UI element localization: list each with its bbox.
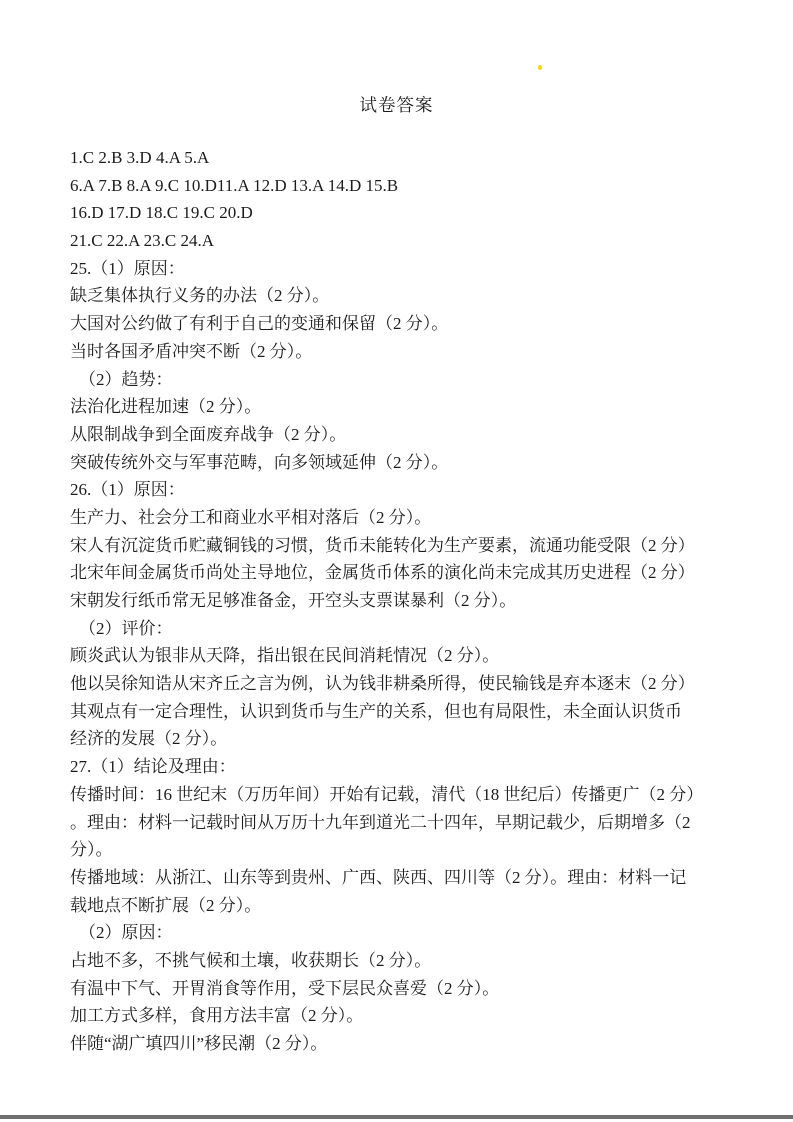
- text-line: 传播时间：16 世纪末（万历年间）开始有记载，清代（18 世纪后）传播更广（2 分）: [70, 784, 704, 804]
- text-line: 突破传统外交与军事范畴，向多领域延伸（2 分）。: [70, 452, 449, 472]
- text-line: 从限制战争到全面废弃战争（2 分）。: [70, 424, 347, 444]
- text-line: 27.（1）结论及理由：: [70, 757, 236, 777]
- answer-text-block: [70, 144, 750, 1058]
- text-line: 宋朝发行纸币常无足够准备金，开空头支票谋暴利（2 分）。: [70, 591, 517, 610]
- text-line: 有温中下气、开胃消食等作用，受下层民众喜爱（2 分）。: [70, 978, 500, 998]
- text-line: 法治化进程加速（2 分）。: [70, 397, 262, 417]
- text-line: 传播地域：从浙江、山东等到贵州、广西、陕西、四川等（2 分）。理由：材料一记: [70, 867, 687, 887]
- text-line: 1.C 2.B 3.D 4.A 5.A: [70, 148, 210, 167]
- text-line: 经济的发展（2 分）。: [70, 729, 228, 749]
- text-line: 分）。: [70, 840, 113, 860]
- text-line: 北宋年间金属货币尚处主导地位，金属货币体系的演化尚未完成其历史进程（2 分）: [70, 563, 695, 583]
- text-line: 6.A 7.B 8.A 9.C 10.D11.A 12.D 13.A 14.D 15.B: [70, 175, 399, 195]
- text-line: 大国对公约做了有利于自己的变通和保留（2 分）。: [70, 314, 449, 334]
- text-line: 占地不多，不挑气候和土壤，收获期长（2 分）。: [70, 950, 432, 970]
- text-line: 缺乏集体执行义务的办法（2 分）。: [70, 286, 330, 306]
- text-line: （2）趋势：: [79, 369, 173, 389]
- text-line: 加工方式多样，食用方法丰富（2 分）。: [70, 1006, 364, 1026]
- text-line: 21.C 22.A 23.C 24.A: [70, 231, 215, 251]
- text-line: 25.（1）原因：: [70, 258, 185, 278]
- text-line: （2）原因：: [79, 923, 173, 943]
- text-line: 其观点有一定合理性，认识到货币与生产的关系，但也有局限性，未全面认识货币: [70, 701, 682, 721]
- text-line: 宋人有沉淀货币贮藏铜钱的习惯，货币未能转化为生产要素，流通功能受限（2 分）: [70, 535, 695, 555]
- text-line: 当时各国矛盾冲突不断（2 分）。: [70, 341, 313, 361]
- text-line: 伴随“湖广填四川”移民潮（2 分）。: [70, 1034, 328, 1053]
- text-line: 载地点不断扩展（2 分）。: [70, 895, 262, 915]
- scan-artifact-dot: [538, 65, 542, 70]
- text-line: 顾炎武认为银非从天降，指出银在民间消耗情况（2 分）。: [70, 646, 500, 666]
- text-line: 他以吴徐知诰从宋齐丘之言为例，认为钱非耕桑所得，使民输钱是弃本逐末（2 分）: [70, 674, 695, 694]
- text-line: 26.（1）原因：: [70, 480, 185, 500]
- page-title: 试卷答案: [359, 95, 434, 115]
- text-line: 生产力、社会分工和商业水平相对落后（2 分）。: [70, 507, 432, 527]
- text-line: （2）评价：: [79, 618, 173, 638]
- text-line: 。理由：材料一记载时间从万历十九年到道光二十四年，早期记载少，后期增多（2: [70, 812, 691, 832]
- bottom-divider-bar: [0, 1115, 793, 1119]
- text-line: 16.D 17.D 18.C 19.C 20.D: [70, 203, 253, 223]
